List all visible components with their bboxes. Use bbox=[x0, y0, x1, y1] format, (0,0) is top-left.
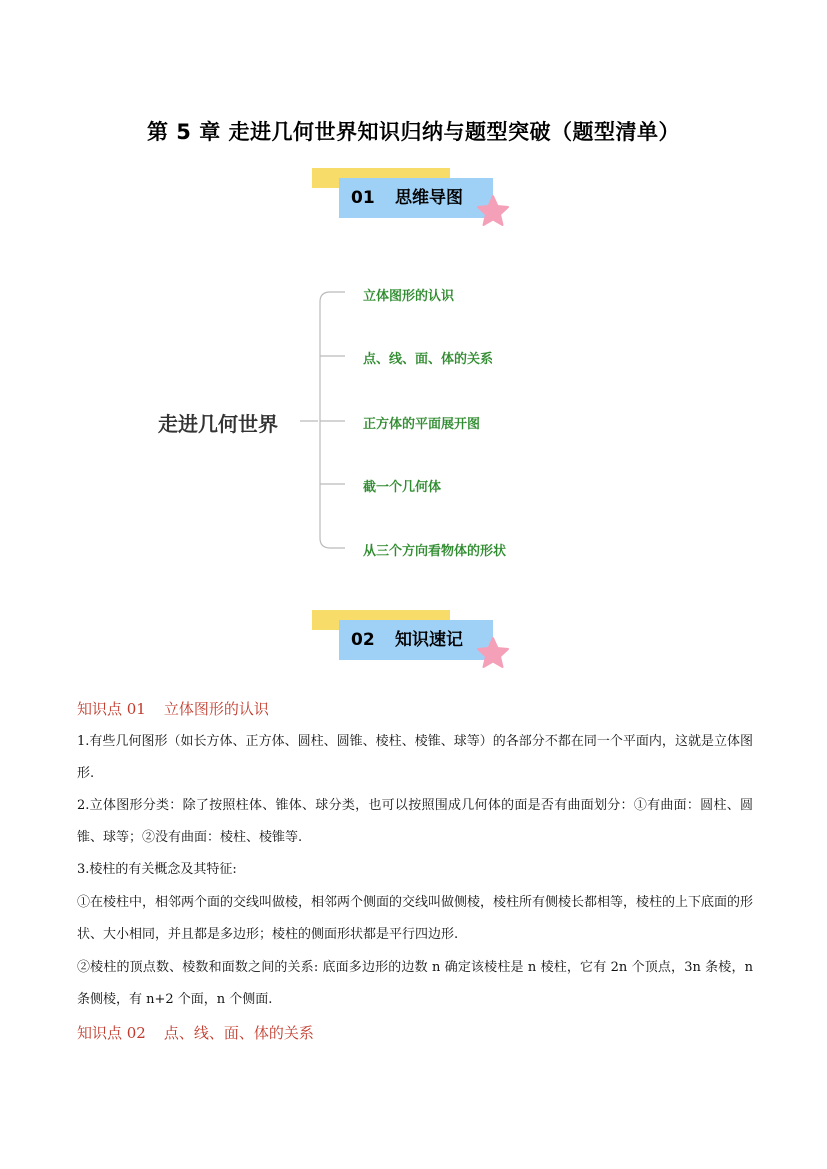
paragraph: ②棱柱的顶点数、棱数和面数之间的关系: 底面多边形的边数 n 确定该棱柱是 n 棱柱，它有 2n 个顶点，3n 条棱，n 条侧棱，有 n+2 个面，n 个侧面. bbox=[77, 960, 753, 1007]
mindmap-root: 走进几何世界 bbox=[158, 412, 278, 436]
section-number: 02 bbox=[351, 630, 375, 650]
knowledge-point-name: 立体图形的认识 bbox=[163, 700, 269, 718]
page-title: 第 5 章 走进几何世界知识归纳与题型突破（题型清单） bbox=[146, 120, 681, 144]
mindmap-item: 正方体的平面展开图 bbox=[363, 417, 481, 432]
mindmap-item: 从三个方向看物体的形状 bbox=[363, 544, 507, 559]
paragraph: 1.有些几何图形（如长方体、正方体、圆柱、圆锥、棱柱、棱锥、球等）的各部分不都在同一个平面内，这就是立体图形. bbox=[77, 734, 753, 781]
mindmap-item: 截一个几何体 bbox=[363, 480, 442, 495]
section-label: 思维导图 bbox=[395, 188, 463, 208]
knowledge-point-prefix: 知识点 01 bbox=[77, 700, 146, 718]
section-label: 知识速记 bbox=[395, 630, 463, 650]
mindmap-item: 立体图形的认识 bbox=[363, 289, 455, 304]
paragraph: ①在棱柱中，相邻两个面的交线叫做棱，相邻两个侧面的交线叫做侧棱，棱柱所有侧棱长都相等，棱柱的上下底面的形状、大小相同，并且都是多边形；棱柱的侧面形状都是平行四边形. bbox=[77, 895, 754, 942]
paragraph: 3.棱柱的有关概念及其特征: bbox=[77, 862, 237, 877]
section-number: 01 bbox=[351, 188, 375, 208]
paragraph: 2.立体图形分类：除了按照柱体、锥体、球分类，也可以按照围成几何体的面是否有曲面划分：①有曲面：圆柱、圆锥、球等；②没有曲面：棱柱、棱锥等. bbox=[77, 798, 753, 845]
mindmap-item: 点、线、面、体的关系 bbox=[363, 352, 494, 367]
star-icon bbox=[476, 636, 510, 670]
header-blue-bar bbox=[339, 620, 493, 660]
knowledge-point-prefix: 知识点 02 bbox=[77, 1024, 146, 1042]
knowledge-point-title bbox=[77, 698, 269, 719]
knowledge-point-name: 点、线、面、体的关系 bbox=[163, 1024, 314, 1042]
section-header-notes bbox=[312, 610, 512, 680]
knowledge-point-title bbox=[77, 1022, 314, 1043]
